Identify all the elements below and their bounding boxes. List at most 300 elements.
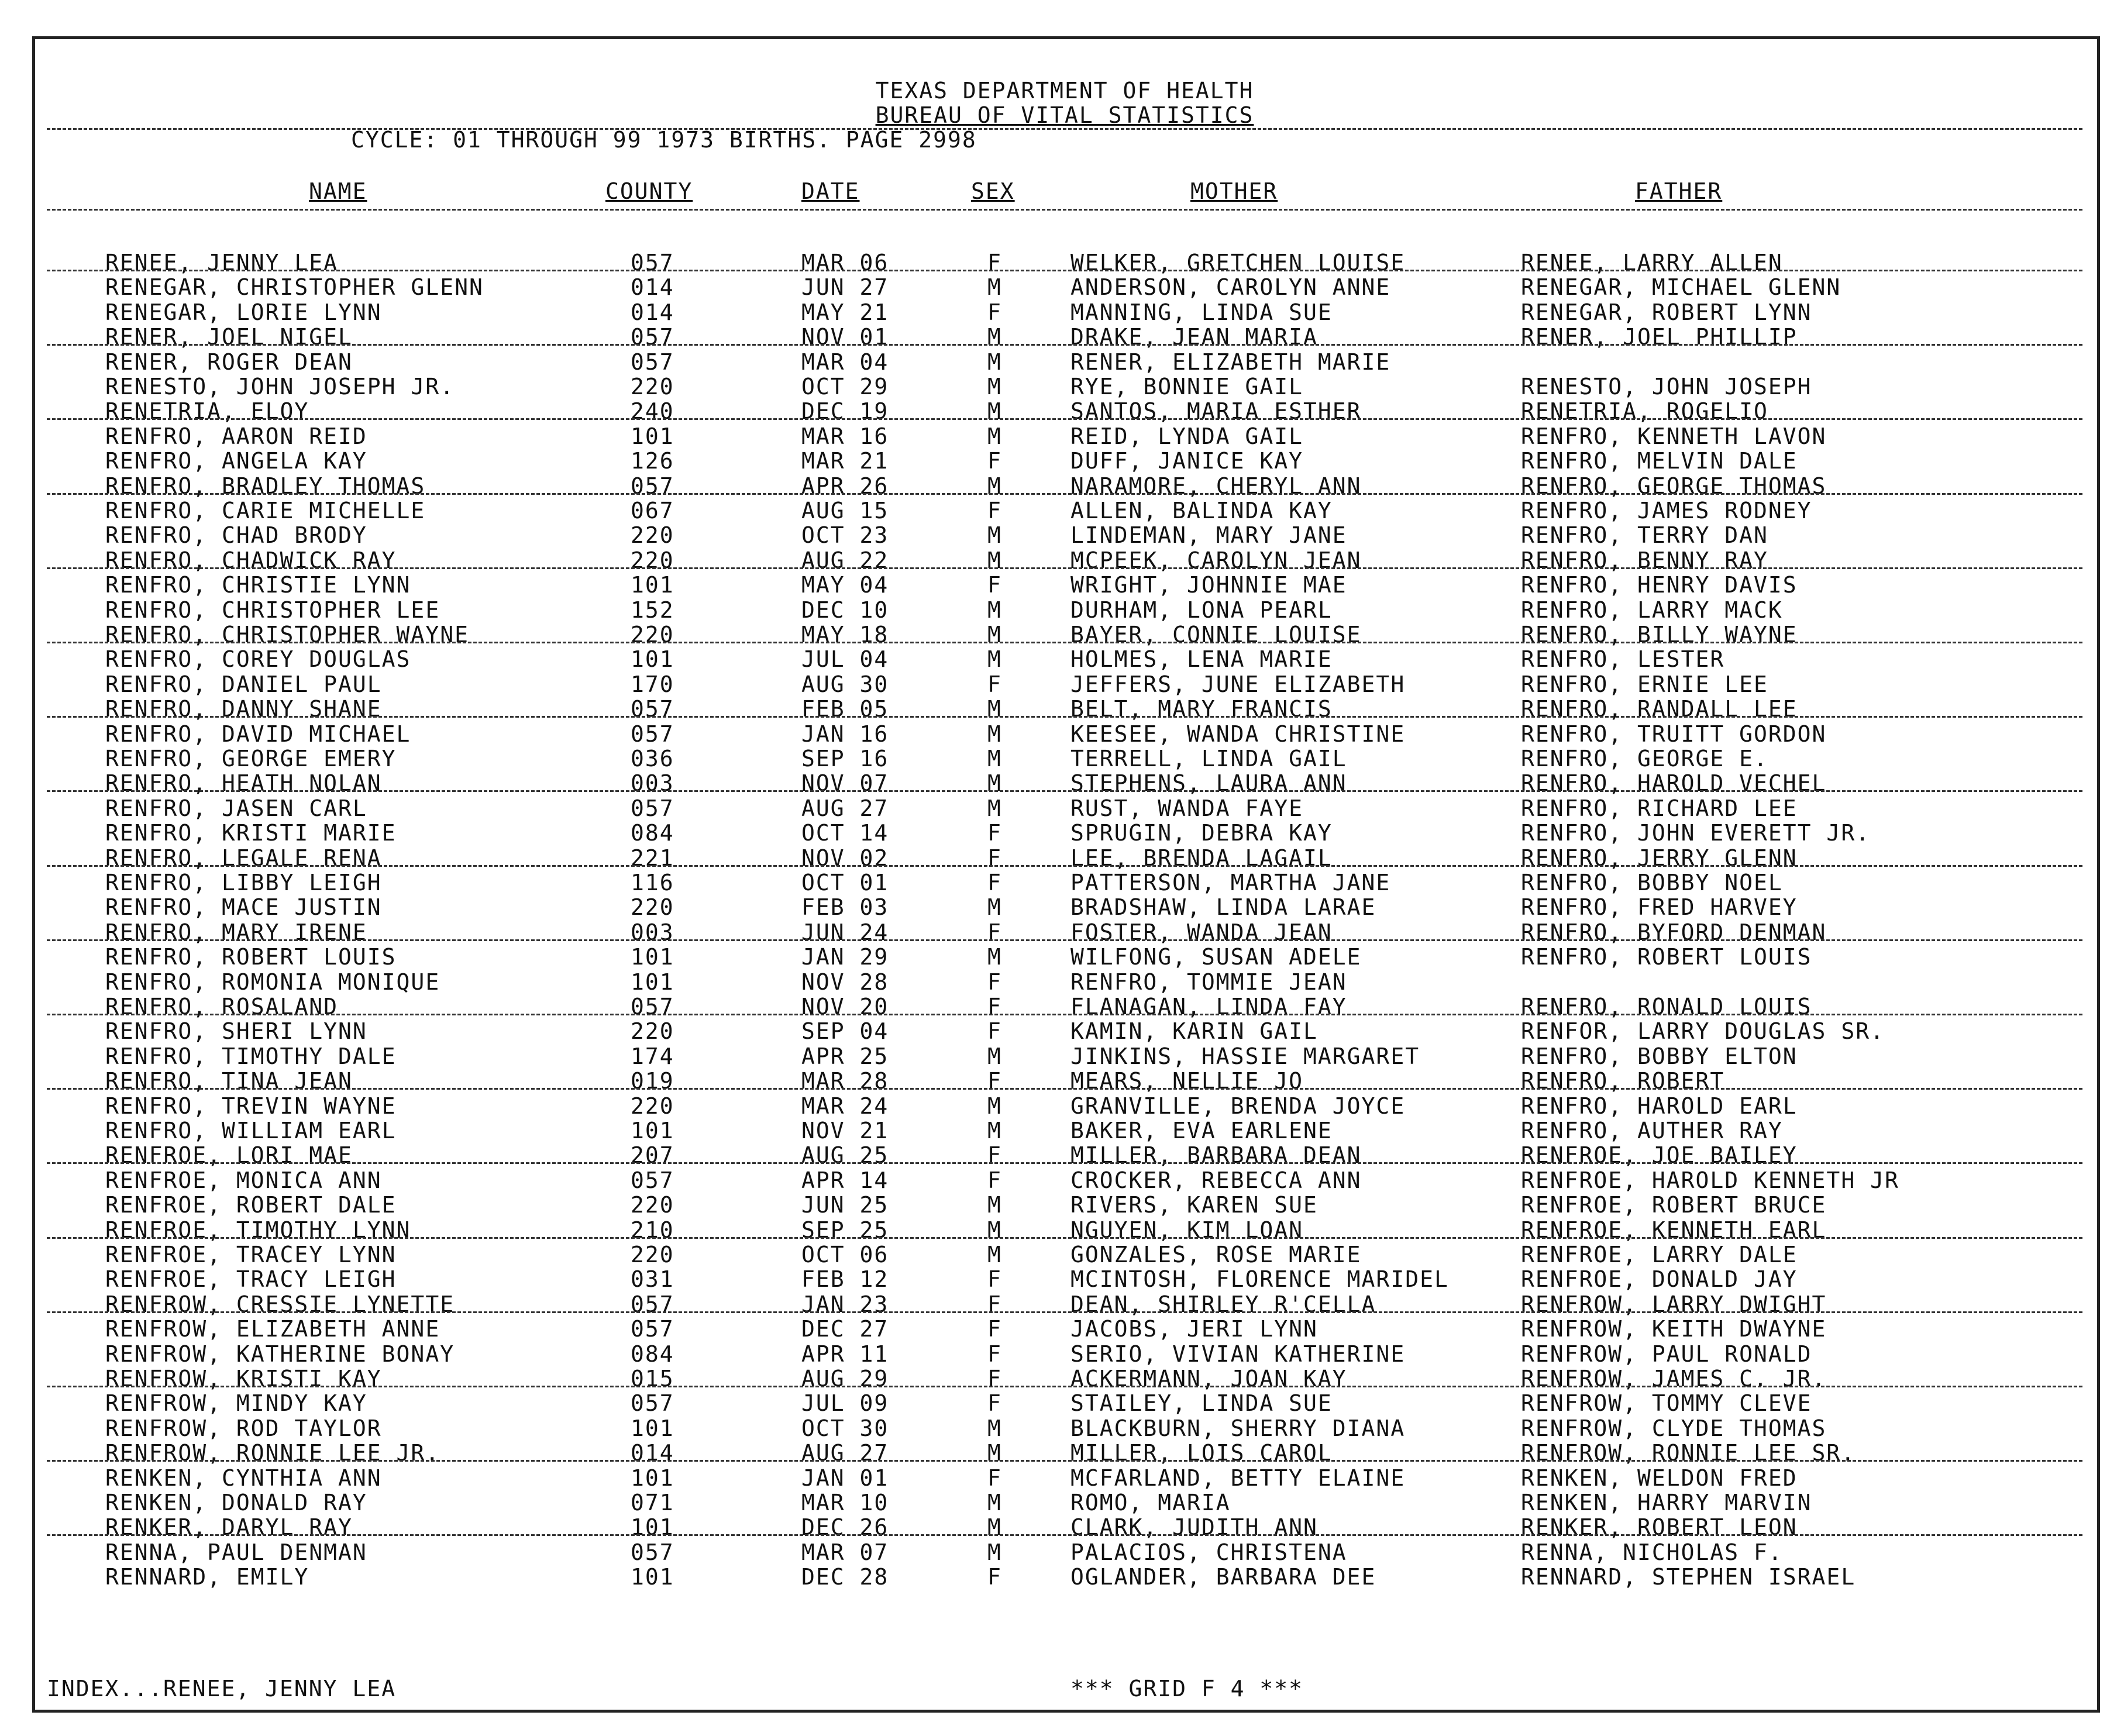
cell-county: 116 bbox=[631, 870, 674, 895]
table-row bbox=[35, 671, 2094, 696]
cell-county: 207 bbox=[631, 1142, 674, 1169]
row-divider bbox=[47, 344, 2082, 346]
cell-father: RENFRO, HENRY DAVIS bbox=[1521, 572, 1798, 598]
cell-name: RENFRO, SHERI LYNN bbox=[105, 1018, 367, 1045]
cell-date: OCT 30 bbox=[801, 1415, 889, 1441]
cell-county: 057 bbox=[631, 1390, 674, 1417]
table-row bbox=[35, 1341, 2094, 1366]
cell-county: 057 bbox=[631, 721, 674, 747]
cell-sex: M bbox=[987, 721, 1002, 747]
cell-sex: F bbox=[987, 870, 1002, 895]
cell-county: 101 bbox=[631, 1415, 674, 1441]
cell-mother: BAYER, CONNIE LOUISE bbox=[1070, 622, 1362, 647]
cell-name: RENFRO, LIBBY LEIGH bbox=[105, 870, 382, 895]
cell-father: RENFRO, RANDALL LEE bbox=[1521, 696, 1798, 722]
cell-sex: F bbox=[987, 845, 1002, 871]
cell-date: MAR 21 bbox=[801, 448, 889, 474]
cell-date: JAN 16 bbox=[801, 721, 889, 747]
cell-sex: M bbox=[987, 622, 1002, 647]
cell-sex: M bbox=[987, 398, 1002, 425]
cell-mother: SERIO, VIVIAN KATHERINE bbox=[1070, 1341, 1406, 1367]
cell-date: NOV 01 bbox=[801, 324, 889, 350]
cell-mother: MILLER, BARBARA DEAN bbox=[1070, 1142, 1362, 1169]
cell-sex: F bbox=[987, 969, 1002, 995]
cell-name: RENETRIA, ELOY bbox=[105, 398, 309, 425]
cell-county: 057 bbox=[631, 1167, 674, 1193]
cell-mother: TERRELL, LINDA GAIL bbox=[1070, 746, 1347, 771]
cell-father: RENFRO, TRUITT GORDON bbox=[1521, 721, 1827, 747]
cell-date: MAY 18 bbox=[801, 622, 889, 647]
cell-county: 014 bbox=[631, 299, 674, 325]
table-row bbox=[35, 349, 2094, 374]
cell-county: 220 bbox=[631, 622, 674, 647]
cell-mother: DRAKE, JEAN MARIA bbox=[1070, 324, 1318, 350]
cell-sex: F bbox=[987, 1390, 1002, 1417]
cell-mother: GONZALES, ROSE MARIE bbox=[1070, 1242, 1362, 1267]
cell-sex: M bbox=[987, 1192, 1002, 1218]
cell-date: JUN 27 bbox=[801, 274, 889, 301]
cell-father: RENFRO, ROBERT LOUIS bbox=[1521, 944, 1812, 970]
cell-county: 126 bbox=[631, 448, 674, 474]
cell-name: RENFROW, RONNIE LEE JR. bbox=[105, 1440, 440, 1466]
row-divider bbox=[47, 1460, 2082, 1462]
cell-father: RENFRO, BENNY RAY bbox=[1521, 547, 1768, 573]
cell-sex: F bbox=[987, 1316, 1002, 1342]
cell-county: 101 bbox=[631, 1564, 674, 1590]
cell-father: RENFRO, JOHN EVERETT JR. bbox=[1521, 820, 1871, 846]
row-divider bbox=[47, 493, 2082, 495]
table-row bbox=[35, 1242, 2094, 1266]
cell-sex: F bbox=[987, 671, 1002, 697]
cell-sex: M bbox=[987, 1539, 1002, 1565]
table-row bbox=[35, 448, 2094, 473]
table-row bbox=[35, 944, 2094, 969]
cell-name: RENFROE, TIMOTHY LYNN bbox=[105, 1217, 411, 1243]
cell-sex: F bbox=[987, 1018, 1002, 1045]
cell-father: RENFRO, BYFORD DENMAN bbox=[1521, 919, 1827, 945]
cell-county: 240 bbox=[631, 398, 674, 425]
cell-date: MAY 04 bbox=[801, 572, 889, 598]
cell-date: DEC 19 bbox=[801, 398, 889, 425]
cell-sex: M bbox=[987, 423, 1002, 449]
cell-father: RENFROW, RONNIE LEE SR. bbox=[1521, 1440, 1856, 1466]
table-row bbox=[35, 795, 2094, 820]
cell-sex: F bbox=[987, 572, 1002, 598]
cell-mother: NGUYEN, KIM LOAN bbox=[1070, 1217, 1304, 1243]
cell-county: 071 bbox=[631, 1490, 674, 1515]
cell-father: RENFROE, KENNETH EARL bbox=[1521, 1217, 1827, 1243]
cell-mother: ALLEN, BALINDA KAY bbox=[1070, 498, 1333, 523]
cell-sex: M bbox=[987, 795, 1002, 821]
cell-name: RENFROE, MONICA ANN bbox=[105, 1167, 382, 1193]
table-row bbox=[35, 1192, 2094, 1217]
cell-father: RENFRO, HAROLD EARL bbox=[1521, 1093, 1798, 1119]
cell-mother: CLARK, JUDITH ANN bbox=[1070, 1514, 1318, 1541]
cell-father: RENEGAR, MICHAEL GLENN bbox=[1521, 274, 1841, 301]
cell-county: 014 bbox=[631, 274, 674, 301]
row-divider bbox=[47, 1534, 2082, 1536]
cell-father: RENEE, LARRY ALLEN bbox=[1521, 250, 1783, 275]
cell-county: 057 bbox=[631, 696, 674, 722]
table-row bbox=[35, 870, 2094, 894]
table-row bbox=[35, 498, 2094, 522]
cell-date: AUG 30 bbox=[801, 671, 889, 697]
cell-mother: BLACKBURN, SHERRY DIANA bbox=[1070, 1415, 1406, 1441]
cell-father: RENFRO, LARRY MACK bbox=[1521, 597, 1783, 623]
cell-sex: F bbox=[987, 1366, 1002, 1391]
cell-mother: DURHAM, LONA PEARL bbox=[1070, 597, 1333, 623]
cell-name: RENFRO, CARIE MICHELLE bbox=[105, 498, 426, 523]
cell-sex: M bbox=[987, 473, 1002, 499]
table-row bbox=[35, 1018, 2094, 1043]
table-row bbox=[35, 820, 2094, 845]
cell-name: RENER, ROGER DEAN bbox=[105, 349, 353, 375]
cell-father: RENKEN, WELDON FRED bbox=[1521, 1465, 1798, 1491]
cell-sex: F bbox=[987, 1465, 1002, 1491]
cell-sex: M bbox=[987, 746, 1002, 771]
cell-mother: LEE, BRENDA LAGAIL bbox=[1070, 845, 1333, 871]
cell-date: JUL 09 bbox=[801, 1390, 889, 1417]
cell-county: 101 bbox=[631, 1514, 674, 1541]
header-line-1: TEXAS DEPARTMENT OF HEALTH bbox=[875, 78, 1254, 104]
cell-mother: JINKINS, HASSIE MARGARET bbox=[1070, 1043, 1420, 1069]
cell-county: 220 bbox=[631, 522, 674, 549]
cell-county: 057 bbox=[631, 1291, 674, 1317]
cell-father: RENFROE, LARRY DALE bbox=[1521, 1242, 1798, 1267]
cell-father: RENFRO, KENNETH LAVON bbox=[1521, 423, 1827, 449]
cell-mother: OGLANDER, BARBARA DEE bbox=[1070, 1564, 1376, 1590]
cell-mother: ACKERMANN, JOAN KAY bbox=[1070, 1366, 1347, 1391]
cell-sex: M bbox=[987, 770, 1002, 797]
cell-date: AUG 25 bbox=[801, 1142, 889, 1169]
cell-county: 220 bbox=[631, 1192, 674, 1218]
table-row bbox=[35, 1465, 2094, 1490]
cell-county: 210 bbox=[631, 1217, 674, 1243]
cell-father: RENFRO, BILLY WAYNE bbox=[1521, 622, 1798, 647]
cell-father: RENFRO, ERNIE LEE bbox=[1521, 671, 1768, 697]
cell-county: 220 bbox=[631, 547, 674, 573]
cell-sex: M bbox=[987, 1043, 1002, 1069]
cell-father: RENFROE, ROBERT BRUCE bbox=[1521, 1192, 1827, 1218]
cell-date: MAR 16 bbox=[801, 423, 889, 449]
cell-county: 019 bbox=[631, 1068, 674, 1094]
cell-sex: M bbox=[987, 646, 1002, 673]
row-divider bbox=[47, 1237, 2082, 1239]
cell-date: OCT 29 bbox=[801, 374, 889, 399]
cell-father: RENER, JOEL PHILLIP bbox=[1521, 324, 1798, 350]
cell-sex: M bbox=[987, 894, 1002, 921]
cell-mother: SANTOS, MARIA ESTHER bbox=[1070, 398, 1362, 425]
cell-date: SEP 16 bbox=[801, 746, 889, 771]
cell-date: JAN 29 bbox=[801, 944, 889, 970]
cell-name: RENFROW, KATHERINE BONAY bbox=[105, 1341, 455, 1367]
cell-father: RENFRO, JERRY GLENN bbox=[1521, 845, 1798, 871]
cell-county: 084 bbox=[631, 1341, 674, 1367]
cell-date: MAR 28 bbox=[801, 1068, 889, 1094]
cell-father: RENFOR, LARRY DOUGLAS SR. bbox=[1521, 1018, 1885, 1045]
cell-father: RENKER, ROBERT LEON bbox=[1521, 1514, 1798, 1541]
cell-county: 015 bbox=[631, 1366, 674, 1391]
cell-name: RENFRO, CHRISTIE LYNN bbox=[105, 572, 411, 598]
cell-mother: JEFFERS, JUNE ELIZABETH bbox=[1070, 671, 1406, 697]
cell-county: 057 bbox=[631, 324, 674, 350]
cell-name: RENFROW, KRISTI KAY bbox=[105, 1366, 382, 1391]
cell-sex: M bbox=[987, 547, 1002, 573]
cell-mother: MILLER, LOIS CAROL bbox=[1070, 1440, 1333, 1466]
cell-date: NOV 02 bbox=[801, 845, 889, 871]
cell-county: 057 bbox=[631, 1316, 674, 1342]
table-row bbox=[35, 299, 2094, 324]
cell-mother: BAKER, EVA EARLENE bbox=[1070, 1118, 1333, 1143]
cell-mother: MCFARLAND, BETTY ELAINE bbox=[1070, 1465, 1406, 1491]
cell-mother: MEARS, NELLIE JO bbox=[1070, 1068, 1304, 1094]
cell-sex: M bbox=[987, 1415, 1002, 1441]
cell-name: RENFRO, DANIEL PAUL bbox=[105, 671, 382, 697]
cell-sex: M bbox=[987, 324, 1002, 350]
row-divider bbox=[47, 1386, 2082, 1387]
cell-name: RENER, JOEL NIGEL bbox=[105, 324, 353, 350]
cell-sex: F bbox=[987, 448, 1002, 474]
cell-name: RENFRO, KRISTI MARIE bbox=[105, 820, 397, 846]
table-row bbox=[35, 1043, 2094, 1068]
cell-county: 003 bbox=[631, 919, 674, 945]
column-header-county: COUNTY bbox=[605, 178, 693, 204]
cell-name: RENFRO, ROMONIA MONIQUE bbox=[105, 969, 440, 995]
cell-father: RENNARD, STEPHEN ISRAEL bbox=[1521, 1564, 1856, 1590]
cell-sex: F bbox=[987, 1068, 1002, 1094]
table-row bbox=[35, 274, 2094, 299]
cell-mother: STEPHENS, LAURA ANN bbox=[1070, 770, 1347, 797]
row-divider bbox=[47, 939, 2082, 941]
cell-name: RENFRO, ROSALAND bbox=[105, 994, 339, 1019]
cell-date: AUG 29 bbox=[801, 1366, 889, 1391]
cell-sex: M bbox=[987, 1217, 1002, 1243]
cell-father: RENFRO, HAROLD VECHEL bbox=[1521, 770, 1827, 797]
cell-sex: F bbox=[987, 299, 1002, 325]
cell-sex: M bbox=[987, 944, 1002, 970]
cell-mother: BRADSHAW, LINDA LARAE bbox=[1070, 894, 1376, 921]
cell-name: RENFROE, ROBERT DALE bbox=[105, 1192, 397, 1218]
table-row bbox=[35, 969, 2094, 994]
cell-name: RENFROW, MINDY KAY bbox=[105, 1390, 367, 1417]
footer-grid: *** GRID F 4 *** bbox=[1070, 1676, 1304, 1701]
cell-father: RENFRO, TERRY DAN bbox=[1521, 522, 1768, 549]
cell-date: OCT 01 bbox=[801, 870, 889, 895]
cell-date: MAR 07 bbox=[801, 1539, 889, 1565]
cell-sex: M bbox=[987, 1093, 1002, 1119]
row-divider bbox=[47, 1014, 2082, 1015]
cell-name: RENFROE, TRACEY LYNN bbox=[105, 1242, 397, 1267]
cell-name: RENFRO, MACE JUSTIN bbox=[105, 894, 382, 921]
row-divider bbox=[47, 865, 2082, 867]
cell-county: 057 bbox=[631, 1539, 674, 1565]
cell-sex: F bbox=[987, 994, 1002, 1019]
cell-sex: M bbox=[987, 1514, 1002, 1541]
table-row bbox=[35, 423, 2094, 448]
cell-date: DEC 10 bbox=[801, 597, 889, 623]
cell-name: RENEE, JENNY LEA bbox=[105, 250, 339, 275]
cell-date: AUG 15 bbox=[801, 498, 889, 523]
cell-name: RENEGAR, LORIE LYNN bbox=[105, 299, 382, 325]
cell-name: RENNA, PAUL DENMAN bbox=[105, 1539, 367, 1565]
cell-county: 101 bbox=[631, 646, 674, 673]
cell-mother: ROMO, MARIA bbox=[1070, 1490, 1231, 1515]
cell-county: 101 bbox=[631, 944, 674, 970]
cell-sex: F bbox=[987, 1291, 1002, 1317]
cell-date: DEC 27 bbox=[801, 1316, 889, 1342]
cell-sex: M bbox=[987, 1490, 1002, 1515]
cell-county: 101 bbox=[631, 423, 674, 449]
cell-father: RENFROW, JAMES C. JR. bbox=[1521, 1366, 1827, 1391]
cell-name: RENFRO, HEATH NOLAN bbox=[105, 770, 382, 797]
cell-sex: F bbox=[987, 1167, 1002, 1193]
cell-sex: M bbox=[987, 1440, 1002, 1466]
cell-sex: M bbox=[987, 1118, 1002, 1143]
table-row bbox=[35, 1390, 2094, 1415]
table-row bbox=[35, 1266, 2094, 1291]
cell-father: RENFROW, TOMMY CLEVE bbox=[1521, 1390, 1812, 1417]
cell-county: 170 bbox=[631, 671, 674, 697]
table-row bbox=[35, 374, 2094, 398]
cell-sex: M bbox=[987, 349, 1002, 375]
cell-father: RENFRO, RONALD LOUIS bbox=[1521, 994, 1812, 1019]
cell-date: MAR 04 bbox=[801, 349, 889, 375]
cell-mother: WRIGHT, JOHNNIE MAE bbox=[1070, 572, 1347, 598]
row-divider bbox=[47, 1162, 2082, 1164]
table-row bbox=[35, 572, 2094, 597]
row-divider bbox=[47, 418, 2082, 420]
cell-county: 057 bbox=[631, 349, 674, 375]
cell-father: RENESTO, JOHN JOSEPH bbox=[1521, 374, 1812, 399]
cell-father: RENFRO, FRED HARVEY bbox=[1521, 894, 1798, 921]
cell-date: OCT 14 bbox=[801, 820, 889, 846]
column-header-father: FATHER bbox=[1635, 178, 1723, 204]
cell-name: RENFRO, CHADWICK RAY bbox=[105, 547, 397, 573]
table-row bbox=[35, 1118, 2094, 1142]
cell-mother: RIVERS, KAREN SUE bbox=[1070, 1192, 1318, 1218]
cell-name: RENFRO, BRADLEY THOMAS bbox=[105, 473, 426, 499]
cell-name: RENFROE, LORI MAE bbox=[105, 1142, 353, 1169]
cell-mother: RUST, WANDA FAYE bbox=[1070, 795, 1304, 821]
cell-date: SEP 04 bbox=[801, 1018, 889, 1045]
cell-county: 031 bbox=[631, 1266, 674, 1293]
row-divider bbox=[47, 270, 2082, 271]
cell-date: NOV 28 bbox=[801, 969, 889, 995]
row-divider bbox=[47, 1311, 2082, 1313]
cell-date: MAY 21 bbox=[801, 299, 889, 325]
cell-mother: FOSTER, WANDA JEAN bbox=[1070, 919, 1333, 945]
cell-mother: KEESEE, WANDA CHRISTINE bbox=[1070, 721, 1406, 747]
cell-sex: F bbox=[987, 919, 1002, 945]
cell-mother: STAILEY, LINDA SUE bbox=[1070, 1390, 1333, 1417]
column-header-mother: MOTHER bbox=[1190, 178, 1278, 204]
table-row bbox=[35, 646, 2094, 671]
cell-father: RENFRO, GEORGE E. bbox=[1521, 746, 1768, 771]
cell-date: OCT 23 bbox=[801, 522, 889, 549]
cell-mother: RENFRO, TOMMIE JEAN bbox=[1070, 969, 1347, 995]
cell-name: RENFRO, MARY IRENE bbox=[105, 919, 367, 945]
cell-name: RENFRO, WILLIAM EARL bbox=[105, 1118, 397, 1143]
cell-father: RENKEN, HARRY MARVIN bbox=[1521, 1490, 1812, 1515]
table-row bbox=[35, 1564, 2094, 1589]
cell-date: APR 26 bbox=[801, 473, 889, 499]
table-row bbox=[35, 746, 2094, 770]
cell-name: RENFRO, LEGALE RENA bbox=[105, 845, 382, 871]
cell-father: RENFRO, JAMES RODNEY bbox=[1521, 498, 1812, 523]
cell-name: RENNARD, EMILY bbox=[105, 1564, 309, 1590]
header-line-2: BUREAU OF VITAL STATISTICS bbox=[875, 102, 1254, 128]
cell-father: RENFRO, BOBBY ELTON bbox=[1521, 1043, 1798, 1069]
cell-mother: LINDEMAN, MARY JANE bbox=[1070, 522, 1347, 549]
cell-date: APR 25 bbox=[801, 1043, 889, 1069]
cell-county: 220 bbox=[631, 374, 674, 399]
cell-father: RENFROE, DONALD JAY bbox=[1521, 1266, 1798, 1293]
cell-date: JAN 23 bbox=[801, 1291, 889, 1317]
cell-date: FEB 03 bbox=[801, 894, 889, 921]
table-row bbox=[35, 1316, 2094, 1341]
cell-county: 220 bbox=[631, 1242, 674, 1267]
cell-date: AUG 22 bbox=[801, 547, 889, 573]
cell-county: 174 bbox=[631, 1043, 674, 1069]
cell-mother: MCINTOSH, FLORENCE MARIDEL bbox=[1070, 1266, 1449, 1293]
cell-mother: NARAMORE, CHERYL ANN bbox=[1070, 473, 1362, 499]
cell-mother: BELT, MARY FRANCIS bbox=[1070, 696, 1333, 722]
cell-name: RENFRO, CHRISTOPHER LEE bbox=[105, 597, 440, 623]
table-row bbox=[35, 1415, 2094, 1440]
document-page bbox=[32, 36, 2100, 1713]
cell-name: RENFRO, DANNY SHANE bbox=[105, 696, 382, 722]
cell-sex: M bbox=[987, 1242, 1002, 1267]
cell-father: RENETRIA, ROGELIO bbox=[1521, 398, 1768, 425]
cell-county: 057 bbox=[631, 795, 674, 821]
cell-name: RENFRO, TREVIN WAYNE bbox=[105, 1093, 397, 1119]
cell-mother: HOLMES, LENA MARIE bbox=[1070, 646, 1333, 673]
cell-father: RENFRO, GEORGE THOMAS bbox=[1521, 473, 1827, 499]
cell-mother: RYE, BONNIE GAIL bbox=[1070, 374, 1304, 399]
cell-sex: F bbox=[987, 250, 1002, 275]
cell-mother: CROCKER, REBECCA ANN bbox=[1070, 1167, 1362, 1193]
cell-sex: M bbox=[987, 696, 1002, 722]
cell-name: RENFRO, GEORGE EMERY bbox=[105, 746, 397, 771]
table-row bbox=[35, 894, 2094, 919]
table-row bbox=[35, 1167, 2094, 1192]
cell-mother: ANDERSON, CAROLYN ANNE bbox=[1070, 274, 1391, 301]
cell-father: RENEGAR, ROBERT LYNN bbox=[1521, 299, 1812, 325]
cell-father: RENFROW, PAUL RONALD bbox=[1521, 1341, 1812, 1367]
cell-date: JAN 01 bbox=[801, 1465, 889, 1491]
cell-father: RENFROW, KEITH DWAYNE bbox=[1521, 1316, 1827, 1342]
cell-county: 084 bbox=[631, 820, 674, 846]
cell-name: RENFRO, CHAD BRODY bbox=[105, 522, 367, 549]
cell-name: RENFRO, ROBERT LOUIS bbox=[105, 944, 397, 970]
cell-name: RENFRO, TINA JEAN bbox=[105, 1068, 353, 1094]
cell-county: 057 bbox=[631, 250, 674, 275]
row-divider bbox=[47, 716, 2082, 718]
cell-father: RENFRO, BOBBY NOEL bbox=[1521, 870, 1783, 895]
cell-county: 101 bbox=[631, 1465, 674, 1491]
cell-name: RENFRO, ANGELA KAY bbox=[105, 448, 367, 474]
cell-county: 152 bbox=[631, 597, 674, 623]
cell-father: RENFRO, AUTHER RAY bbox=[1521, 1118, 1783, 1143]
cell-county: 221 bbox=[631, 845, 674, 871]
cell-county: 220 bbox=[631, 1093, 674, 1119]
table-row bbox=[35, 1490, 2094, 1514]
cell-county: 057 bbox=[631, 994, 674, 1019]
cell-county: 003 bbox=[631, 770, 674, 797]
cell-sex: F bbox=[987, 1564, 1002, 1590]
cell-county: 220 bbox=[631, 894, 674, 921]
column-header-sex: SEX bbox=[971, 178, 1015, 204]
